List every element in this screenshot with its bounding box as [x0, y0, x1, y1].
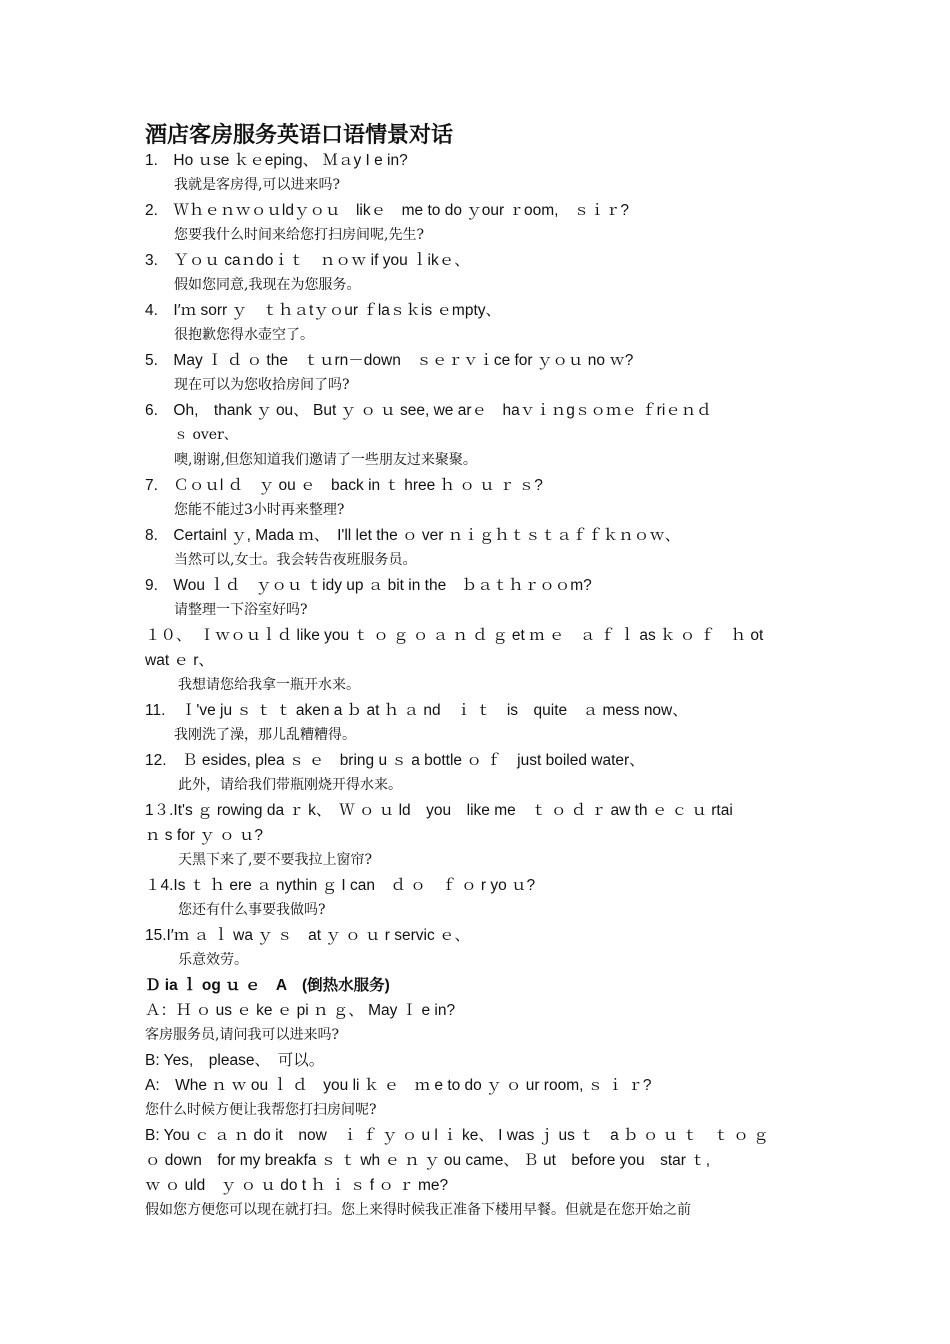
document-title: 酒店客房服务英语口语情景对话	[145, 122, 454, 148]
dialogue-line-cn: 我想请您给我拿一瓶开水来。	[178, 677, 360, 693]
dialogue-line-en: １4.Is ｔ ｈ ere ａ nythin ｇ I can ｄ ｏ ｆ ｏ r yo ｕ?	[145, 877, 536, 894]
dialogue-line-en: B: Yes, please、 可以。	[145, 1052, 325, 1069]
dialogue-a-heading: Ｄ ia ｌ og ｕ ｅ A (倒热水服务)	[145, 977, 390, 994]
dialogue-line-cn: 我就是客房得,可以进来吗?	[174, 177, 340, 193]
dialogue-line-cn: 假如您方便您可以现在就打扫。您上来得时候我正准备下楼用早餐。但就是在您开始之前	[145, 1202, 691, 1218]
dialogue-line-cn: 我刚洗了澡，那儿乱糟糟得。	[174, 727, 356, 743]
dialogue-line-en-cont: ｗ ｏ uld ｙ ｏ ｕ do t ｈ ｉ ｓ f ｏ ｒ me?	[145, 1177, 449, 1194]
dialogue-line-cn: 天黑下来了,要不要我拉上窗帘?	[178, 852, 372, 868]
dialogue-line-cn: 您什么时候方便让我帮您打扫房间呢?	[145, 1102, 377, 1118]
dialogue-line-cn: 当然可以,女士。我会转告夜班服务员。	[174, 552, 417, 568]
dialogue-line-en: １０、 Ｉｗｏｕｌｄ like you ｔ ｏ ｇ ｏ ａ ｎ ｄ ｇ et ｍ ｅ ａ ｆ ｌ as ｋ ｏ ｆ ｈ ot	[145, 627, 764, 644]
dialogue-line-cn: 乐意效劳。	[178, 952, 248, 968]
dialogue-line-cn: 现在可以为您收拾房间了吗?	[174, 377, 350, 393]
dialogue-line-en: A: Whe ｎ ｗ ou ｌ ｄ you li ｋ ｅ ｍ e to do ｙ ｏ ur room, ｓ ｉ ｒ?	[145, 1077, 652, 1094]
dialogue-line-cn: 噢,谢谢,但您知道我们邀请了一些朋友过来聚聚。	[174, 452, 477, 468]
dialogue-line-cn: 您能不能过3小时再来整理?	[174, 502, 345, 518]
dialogue-line-en: 5. May Ｉ ｄ ｏ the ｔｕrn－down ｓｅｒｖｉce for ｙｏｕ no ｗ?	[145, 352, 634, 369]
dialogue-line-en: 6. Oh, thank ｙ ou、 But ｙ ｏ ｕ see, we arｅ haｖｉｎgｓｏｍｅ ｆriｅｎｄ	[145, 402, 712, 419]
dialogue-line-cn: 此外，请给我们带瓶刚烧开得水来。	[178, 777, 402, 793]
dialogue-line-cn: 请整理一下浴室好吗?	[174, 602, 308, 618]
dialogue-line-en: Ａ：Ｈ ｏ us ｅ ke ｅ pi ｎ ｇ、 May Ｉ e in?	[145, 1002, 456, 1019]
dialogue-line-en: 11. Ｉ've ju ｓ ｔ ｔ aken a ｂ at ｈ ａ nd ｉ ｔ is quite ａ mess now、	[145, 702, 688, 719]
dialogue-line-en: 9. Wou ｌｄ ｙｏｕ ｔidy up ａ bit in the ｂａｔｈｒｏｏm?	[145, 577, 592, 594]
dialogue-line-cn: 您要我什么时间来给您打扫房间呢,先生?	[174, 227, 424, 243]
dialogue-line-en: B: You ｃ ａ ｎ do it now ｉ ｆ ｙ ｏ u l ｉ ke、 I was ｊ us ｔ a ｂ ｏ ｕ ｔ ｔ ｏ ｇ	[145, 1127, 769, 1144]
dialogue-line-en: 8. Certainl ｙ, Mada ｍ、 I'll let the ｏ ver ｎｉｇｈｔｓｔａｆｆｋｎｏｗ、	[145, 527, 681, 544]
dialogue-line-en: 12. Ｂ esides, plea ｓ ｅ bring u ｓ a bottle ｏ ｆ just boiled water、	[145, 752, 645, 769]
dialogue-line-cn: 假如您同意,我现在为您服务。	[174, 277, 361, 293]
dialogue-line-cn: 您还有什么事要我做吗?	[178, 902, 326, 918]
dialogue-line-en: 7. Ｃｏｕl ｄ ｙ ou ｅ back in ｔ hree ｈ ｏ ｕ ｒ ｓ?	[145, 477, 543, 494]
dialogue-line-en-cont: ｏ down for my breakfa ｓ ｔ wh ｅ ｎ ｙ ou came、 Ｂ ut before you star ｔ,	[145, 1152, 711, 1169]
dialogue-line-en: 4. I′ｍ sorr ｙ ｔｈａtｙｏur ｆlaｓｋis ｅmpty、	[145, 302, 501, 319]
dialogue-line-en: 1３.It's ｇ rowing da ｒ k、 Ｗ ｏ ｕ ld you like me ｔ ｏ ｄ ｒ aw th ｅ ｃ ｕ rtai	[145, 802, 733, 819]
dialogue-line-en: 1. Ho ｕse ｋｅeping、 Ｍａy I e in?	[145, 152, 408, 169]
dialogue-line-en-cont: ｎ s for ｙ ｏ ｕ?	[145, 827, 263, 844]
dialogue-line-en: 3. Ｙｏｕ caｎdoｉｔ ｎｏｗ if you ｌikｅ、	[145, 252, 470, 269]
dialogue-line-cn: 客房服务员,请问我可以进来吗?	[145, 1027, 339, 1043]
dialogue-line-cn: 很抱歉您得水壶空了。	[174, 327, 314, 343]
dialogue-line-en: 2. Ｗｈｅｎｗｏｕldｙｏｕ likｅ me to do ｙour ｒoom, ｓｉｒ?	[145, 202, 630, 219]
dialogue-line-en-cont: ｓ over、	[174, 427, 238, 443]
dialogue-line-en: 15.I′ｍ ａ ｌ wa ｙ ｓ at ｙ ｏ ｕ r servic ｅ、	[145, 927, 471, 944]
dialogue-line-en-cont: wat ｅ r、	[145, 652, 214, 669]
